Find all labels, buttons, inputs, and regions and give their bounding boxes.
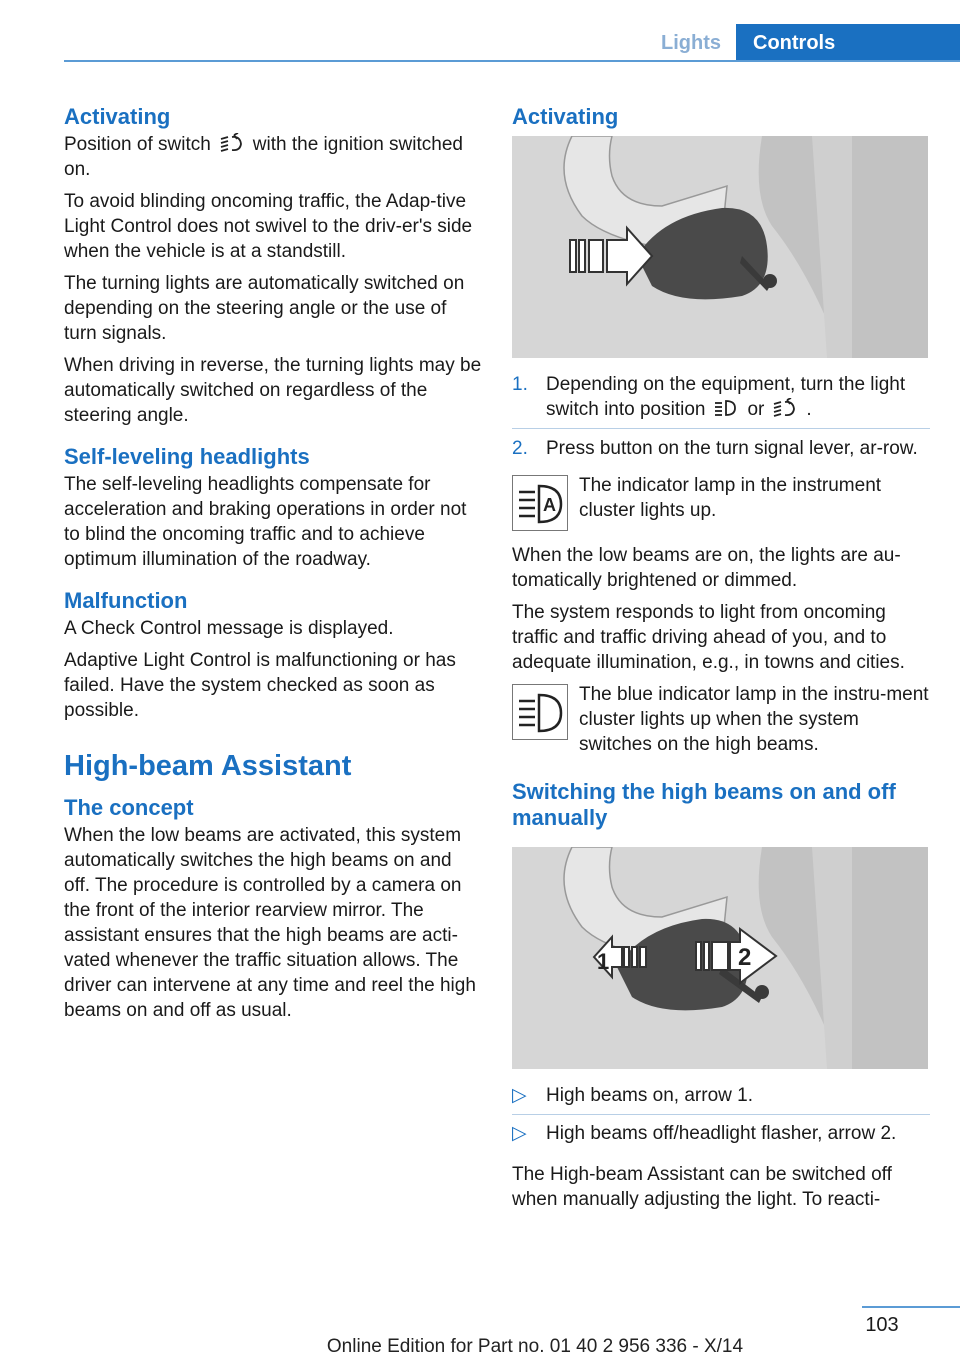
system-responds-paragraph: The system responds to light from oncoming traffic and traffic driving ahead of you, and to adequate illumination, e.g., in towns and cities.	[512, 602, 905, 673]
page-number: 103	[865, 1314, 899, 1336]
header-rule	[64, 60, 960, 62]
chapter-tab-controls: Controls	[736, 24, 960, 62]
lever-push-illustration	[512, 136, 928, 358]
manual-high-beam-list	[512, 1083, 930, 1152]
right-column	[512, 100, 930, 1219]
list-item: 1. Depending on the equipment, turn the light switch into position or .	[512, 372, 930, 429]
activating-paragraph-1: Position of switch with the ignition switched on.	[64, 134, 463, 180]
high-beam-assistant-heading: High-beam Assistant	[64, 750, 352, 782]
blue-indicator-lamp-note	[512, 682, 930, 757]
high-beam-indicator-icon	[512, 684, 568, 740]
list-item: ▷ High beams on, arrow 1.	[512, 1083, 930, 1115]
indicator-lamp-note	[512, 473, 930, 531]
step-number: 2.	[512, 438, 528, 459]
section-tab-lights: Lights	[661, 32, 721, 54]
indicator-lamp-text: The indicator lamp in the instrument cluster lights up.	[579, 475, 882, 521]
activating-heading-right: Activating	[512, 104, 619, 129]
activating-heading: Activating	[64, 104, 171, 129]
malfunction-paragraph-1: A Check Control message is displayed.	[64, 618, 394, 639]
adaptive-light-switch-icon	[217, 133, 247, 153]
left-column	[64, 100, 482, 1030]
concept-heading: The concept	[64, 795, 194, 820]
triangle-bullet-icon: ▷	[512, 1085, 527, 1106]
high-beam-assistant-indicator-icon	[512, 475, 568, 531]
arrow-label-2: 2	[738, 944, 752, 971]
edition-footer: Online Edition for Part no. 01 40 2 956 336 - X/14	[326, 1336, 744, 1357]
activating-paragraph-4: When driving in reverse, the turning lights may be automatically switched on regardless of the steering angle.	[64, 355, 482, 426]
manual-switching-heading: Switching the high beams on and off manually	[512, 779, 896, 830]
low-beams-paragraph: When the low beams are on, the lights are au-tomatically brightened or dimmed.	[512, 545, 901, 591]
step-number: 1.	[512, 374, 528, 395]
malfunction-paragraph-2: Adaptive Light Control is malfunctioning or has failed. Have the system checked as soon as possible.	[64, 650, 456, 721]
adaptive-light-icon	[770, 398, 800, 418]
activation-steps-list	[512, 372, 930, 467]
triangle-bullet-icon: ▷	[512, 1123, 527, 1144]
turn-signal-lever-figure-push	[512, 136, 928, 358]
svg-text:A: A	[543, 495, 556, 515]
activating-paragraph-3: The turning lights are automatically switched on depending on the steering angle or the use of turn signals.	[64, 273, 465, 344]
self-leveling-paragraph: The self-leveling headlights compensate for acceleration and braking operations in order not to blind the oncoming traffic and to achieve optimum illumination of the roadway.	[64, 474, 467, 570]
self-leveling-heading: Self-leveling headlights	[64, 444, 310, 469]
malfunction-heading: Malfunction	[64, 588, 188, 613]
list-item: ▷ High beams off/headlight flasher, arrow 2.	[512, 1123, 897, 1144]
page-header	[0, 0, 960, 64]
footer-rule	[862, 1306, 960, 1308]
blue-indicator-lamp-text: The blue indicator lamp in the instru-ment cluster lights up when the system switches on the high beams.	[579, 684, 929, 755]
high-beam-assistant-off-paragraph: The High-beam Assistant can be switched off when manually adjusting the light. To reacti-	[512, 1164, 892, 1210]
activating-paragraph-2: To avoid blinding oncoming traffic, the Adap-tive Light Control does not swivel to the driv-er's side when the vehicle is at a standstill.	[64, 191, 473, 262]
arrow-label-1: 1	[597, 949, 610, 974]
list-item: 2. Press button on the turn signal lever, ar-row.	[512, 438, 918, 459]
auto-headlight-icon	[711, 398, 741, 418]
lever-arrows-illustration	[512, 847, 928, 1069]
turn-signal-lever-figure-arrows	[512, 847, 928, 1069]
concept-paragraph: When the low beams are activated, this system automatically switches the high beams on and off. The procedure is controlled by a camera on the front of the interior rearview mirror. The assistant ensures that the high beams are acti-vated whenever the traffic situation allows. The driver can intervene at any time and reel the high beams on and off as usual.	[64, 825, 476, 1021]
